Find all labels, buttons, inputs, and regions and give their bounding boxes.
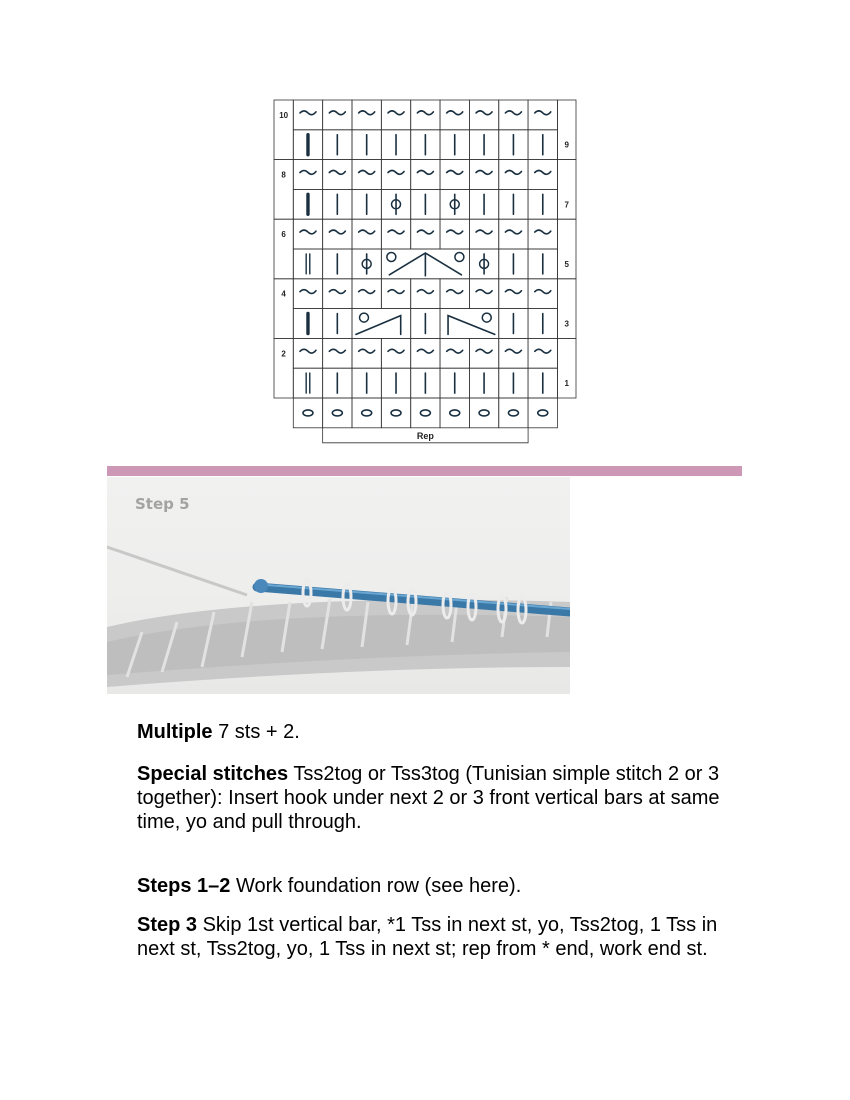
knit-stitch-symbol <box>388 171 404 175</box>
knit-stitch-symbol <box>535 290 551 294</box>
chart-cell <box>352 219 381 249</box>
chart-cell <box>323 160 352 190</box>
knit-stitch-symbol <box>359 290 375 294</box>
knit-stitch-symbol <box>300 290 316 294</box>
chart-cell <box>293 160 322 190</box>
row-number-label: 7 <box>564 200 569 210</box>
chart-cell <box>411 219 440 249</box>
chain-stitch-symbol <box>508 410 518 416</box>
chart-cell <box>411 160 440 190</box>
knit-stitch-symbol <box>476 349 492 353</box>
chart-cell <box>352 279 381 309</box>
chart-cell <box>381 100 410 130</box>
chart-cell <box>323 338 352 368</box>
paragraph-body: Work foundation row (see here). <box>230 875 522 897</box>
yarn-over-symbol <box>482 313 491 322</box>
chart-cell <box>323 398 352 428</box>
chart-cell <box>293 100 322 130</box>
chart-cell <box>381 219 410 249</box>
chart-row <box>293 368 557 398</box>
knit-stitch-symbol <box>359 349 375 353</box>
chart-row <box>293 160 557 190</box>
chart-cell <box>528 160 557 190</box>
chart-cell <box>469 160 498 190</box>
chain-stitch-symbol <box>479 410 489 416</box>
tss3tog-symbol <box>389 253 461 276</box>
knit-stitch-symbol <box>447 230 463 234</box>
row-number-label: 3 <box>564 319 569 329</box>
knit-stitch-symbol <box>505 349 521 353</box>
row-number-label: 4 <box>281 289 286 299</box>
row-label-box <box>557 219 576 279</box>
chart-cell <box>411 100 440 130</box>
chart-cell <box>528 219 557 249</box>
knit-stitch-symbol <box>417 349 433 353</box>
chain-stitch-symbol <box>420 410 430 416</box>
knit-stitch-symbol <box>417 171 433 175</box>
knit-stitch-symbol <box>447 290 463 294</box>
chart-cell <box>499 279 528 309</box>
chart-cell <box>323 100 352 130</box>
chain-stitch-symbol <box>391 410 401 416</box>
knit-stitch-symbol <box>388 290 404 294</box>
chart-cell <box>440 398 469 428</box>
knit-stitch-symbol <box>535 230 551 234</box>
chart-cell <box>440 219 469 249</box>
paragraph-title: Steps 1–2 <box>137 875 231 897</box>
yarn-over-symbol <box>360 313 369 322</box>
row-number-label: 2 <box>281 349 286 359</box>
knit-stitch-symbol <box>447 171 463 175</box>
paragraph-body: Tss2tog or Tss3tog (Tunisian simple stitch 2 or 3 together): Insert hook under next 2 or 3 front vertical bars at same time, yo and pull through. <box>137 763 720 833</box>
chart-cell <box>499 338 528 368</box>
knit-stitch-symbol <box>329 290 345 294</box>
row-number-label: 5 <box>564 259 569 269</box>
chart-cell <box>499 398 528 428</box>
step-5-photo <box>107 477 570 694</box>
knit-stitch-symbol <box>329 230 345 234</box>
knit-stitch-symbol <box>388 230 404 234</box>
chart-cell <box>528 279 557 309</box>
knit-stitch-symbol <box>359 230 375 234</box>
chain-stitch-symbol <box>450 410 460 416</box>
chart-cell <box>499 160 528 190</box>
knit-stitch-symbol <box>329 111 345 115</box>
chart-cell <box>293 249 322 279</box>
row-number-label: 8 <box>281 170 286 180</box>
chart-cell <box>352 100 381 130</box>
knit-stitch-symbol <box>417 290 433 294</box>
chart-cell <box>440 100 469 130</box>
knit-stitch-symbol <box>359 171 375 175</box>
row-label-box <box>274 219 293 279</box>
knit-stitch-symbol <box>300 111 316 115</box>
knit-stitch-symbol <box>359 111 375 115</box>
row-label-box <box>557 100 576 160</box>
row-number-label: 9 <box>564 140 569 150</box>
row-number-label: 1 <box>564 379 569 389</box>
knit-stitch-symbol <box>417 111 433 115</box>
chart-cell <box>293 398 322 428</box>
knit-stitch-symbol <box>476 230 492 234</box>
photo-step-label: Step 5 <box>135 495 190 513</box>
row-label-box <box>274 279 293 339</box>
knit-stitch-symbol <box>300 171 316 175</box>
chart-cell <box>469 279 498 309</box>
section-divider-bar <box>107 466 742 476</box>
paragraph-title: Multiple <box>137 721 213 743</box>
tss2tog-symbol <box>448 316 495 335</box>
chart-row <box>293 219 557 249</box>
chart-cell <box>469 100 498 130</box>
chart-cell <box>499 219 528 249</box>
knit-stitch-symbol <box>476 171 492 175</box>
chain-stitch-symbol <box>362 410 372 416</box>
chart-cell <box>293 219 322 249</box>
paragraph-multiple <box>137 720 737 744</box>
row-label-box <box>557 160 576 220</box>
repeat-label: Rep <box>416 430 434 441</box>
paragraph-special-stitches <box>137 762 737 834</box>
chart-cell <box>381 338 410 368</box>
chart-row <box>293 130 557 160</box>
chart-row <box>293 279 557 309</box>
chart-cell <box>411 398 440 428</box>
stitch-chart <box>270 95 580 445</box>
chart-cell <box>469 398 498 428</box>
chart-cell <box>293 338 322 368</box>
chart-cell <box>352 398 381 428</box>
chart-cell <box>528 338 557 368</box>
knit-stitch-symbol <box>505 171 521 175</box>
chart-row <box>293 309 557 339</box>
paragraph-body: 7 sts + 2. <box>212 721 300 743</box>
knit-stitch-symbol <box>505 230 521 234</box>
paragraph-title: Step 3 <box>137 914 198 936</box>
chart-cell <box>323 279 352 309</box>
chart-cell <box>499 100 528 130</box>
chart-row <box>293 189 557 219</box>
chain-stitch-symbol <box>303 410 313 416</box>
chart-cell <box>411 338 440 368</box>
chart-cell <box>352 160 381 190</box>
knit-stitch-symbol <box>505 111 521 115</box>
knit-stitch-symbol <box>388 111 404 115</box>
row-number-label: 10 <box>279 110 289 120</box>
chart-cell <box>293 279 322 309</box>
chart-cell <box>381 279 410 309</box>
knit-stitch-symbol <box>329 349 345 353</box>
yarn-over-symbol <box>455 253 464 262</box>
chart-cell <box>293 368 322 398</box>
chart-cell <box>528 100 557 130</box>
chart-cell <box>440 338 469 368</box>
chart-cell <box>528 398 557 428</box>
yarn-over-symbol <box>387 253 396 262</box>
chain-stitch-symbol <box>332 410 342 416</box>
knit-stitch-symbol <box>300 230 316 234</box>
row-label-box <box>274 160 293 220</box>
row-label-box <box>557 338 576 398</box>
chart-row <box>293 338 557 368</box>
paragraph-step-3 <box>137 913 737 961</box>
knit-stitch-symbol <box>535 111 551 115</box>
chart-cell <box>411 279 440 309</box>
row-label-box <box>274 100 293 160</box>
knit-stitch-symbol <box>476 111 492 115</box>
knit-stitch-symbol <box>535 171 551 175</box>
knit-stitch-symbol <box>476 290 492 294</box>
knit-stitch-symbol <box>535 349 551 353</box>
row-number-label: 6 <box>281 230 286 240</box>
row-label-box <box>557 279 576 339</box>
tss2tog-symbol <box>356 316 401 335</box>
knit-stitch-symbol <box>447 111 463 115</box>
chart-cell <box>381 160 410 190</box>
knit-stitch-symbol <box>447 349 463 353</box>
chart-cell <box>352 338 381 368</box>
chart-row <box>293 249 557 279</box>
chart-cell <box>469 338 498 368</box>
paragraph-steps-1-2 <box>137 874 737 898</box>
chart-cell <box>381 398 410 428</box>
knit-stitch-symbol <box>329 171 345 175</box>
row-label-box <box>274 338 293 398</box>
chart-row <box>293 100 557 130</box>
chain-stitch-symbol <box>538 410 548 416</box>
knit-stitch-symbol <box>417 230 433 234</box>
chart-cell <box>469 219 498 249</box>
chart-cell <box>323 219 352 249</box>
paragraph-body: Skip 1st vertical bar, *1 Tss in next st, yo, Tss2tog, 1 Tss in next st, Tss2tog, yo, 1 Tss in next st; rep from * end, work end st. <box>137 914 718 960</box>
knit-stitch-symbol <box>505 290 521 294</box>
knit-stitch-symbol <box>300 349 316 353</box>
chart-cell <box>440 160 469 190</box>
chart-cell <box>440 279 469 309</box>
paragraph-title: Special stitches <box>137 763 289 785</box>
knit-stitch-symbol <box>388 349 404 353</box>
